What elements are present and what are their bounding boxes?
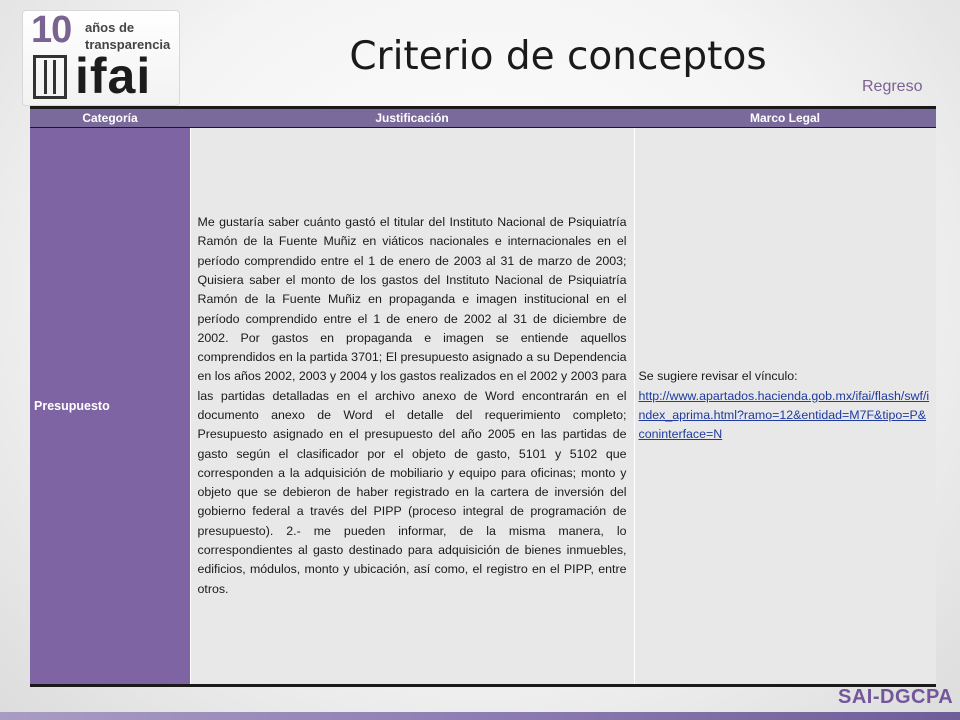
logo-number: 10 [31, 9, 72, 51]
logo-line2: transparencia [85, 37, 171, 52]
legal-text: Se sugiere revisar el vínculo: [638, 369, 798, 384]
criteria-table-wrapper [30, 106, 936, 686]
page-title: Criterio de conceptos [349, 34, 767, 79]
legal-link[interactable]: http://www.apartados.hacienda.gob.mx/ifai/flash/swf/index_aprima.html?ramo=12&entidad=M7F&tipo=P&coninterface=N [638, 388, 930, 442]
logo-brand: ifai [75, 48, 152, 104]
legal-cell [634, 128, 936, 686]
justification-cell: Me gustaría saber cuánto gastó el titular del Instituto Nacional de Psiquiatría Ramón de la Fuente Muñiz en viáticos nacionales e internacionales en el período comprendido entre el 1 de enero de 2003 al 31 de marzo de 2003; Quisiera saber el monto de los gastos del Instituto Nacional de Psiquiatría Ramón de la Fuente Muñiz en propaganda e imagen institucional en el período comprendido entre el 1 de enero de 2002 al 31 de diciembre de 2002. Por gastos en propaganda e imagen se entiende aquellos comprendidos en la partida 3701; El presupuesto asignado a su Dependencia en los años 2002, 2003 y 2004 y los gastos realizados en el 2002 y 2003 para las partidas detalladas en el archivo anexo de Word encontrarán en el documento anexo de Word el detalle del requerimiento completo; Presupuesto asignado en el presupuesto del año 2005 en las partidas de gasto según el clasificador por el objeto de gasto, 5101 y 5102 que corresponden a la adquisición de mobiliario y equipo para oficinas; monto y objeto que se debieron de haber registrado en la cartera de inversión del gobierno federal a través del PIPP (proceso integral de programación de presupuesto). 2.- me pueden informar, de la misma manera, lo correspondientes al gasto destinado para adquisición de bienes inmuebles, edificios, módulos, monto y ubicación, así como, el registro en el PIPP, entre otros. [190, 128, 634, 686]
back-link[interactable]: Regreso [862, 78, 923, 95]
table-header-row [30, 108, 936, 128]
header-justificacion: Justificación [190, 108, 634, 128]
footer-brand: SAI-DGCPA [838, 686, 954, 708]
table-row [30, 128, 936, 686]
category-cell: Presupuesto [30, 128, 190, 686]
header-categoria: Categoría [30, 108, 190, 128]
header-marco-legal: Marco Legal [634, 108, 936, 128]
building-icon [33, 55, 67, 99]
footer-bar [0, 712, 960, 720]
criteria-table [30, 106, 936, 687]
logo-line1: años de [85, 20, 135, 35]
